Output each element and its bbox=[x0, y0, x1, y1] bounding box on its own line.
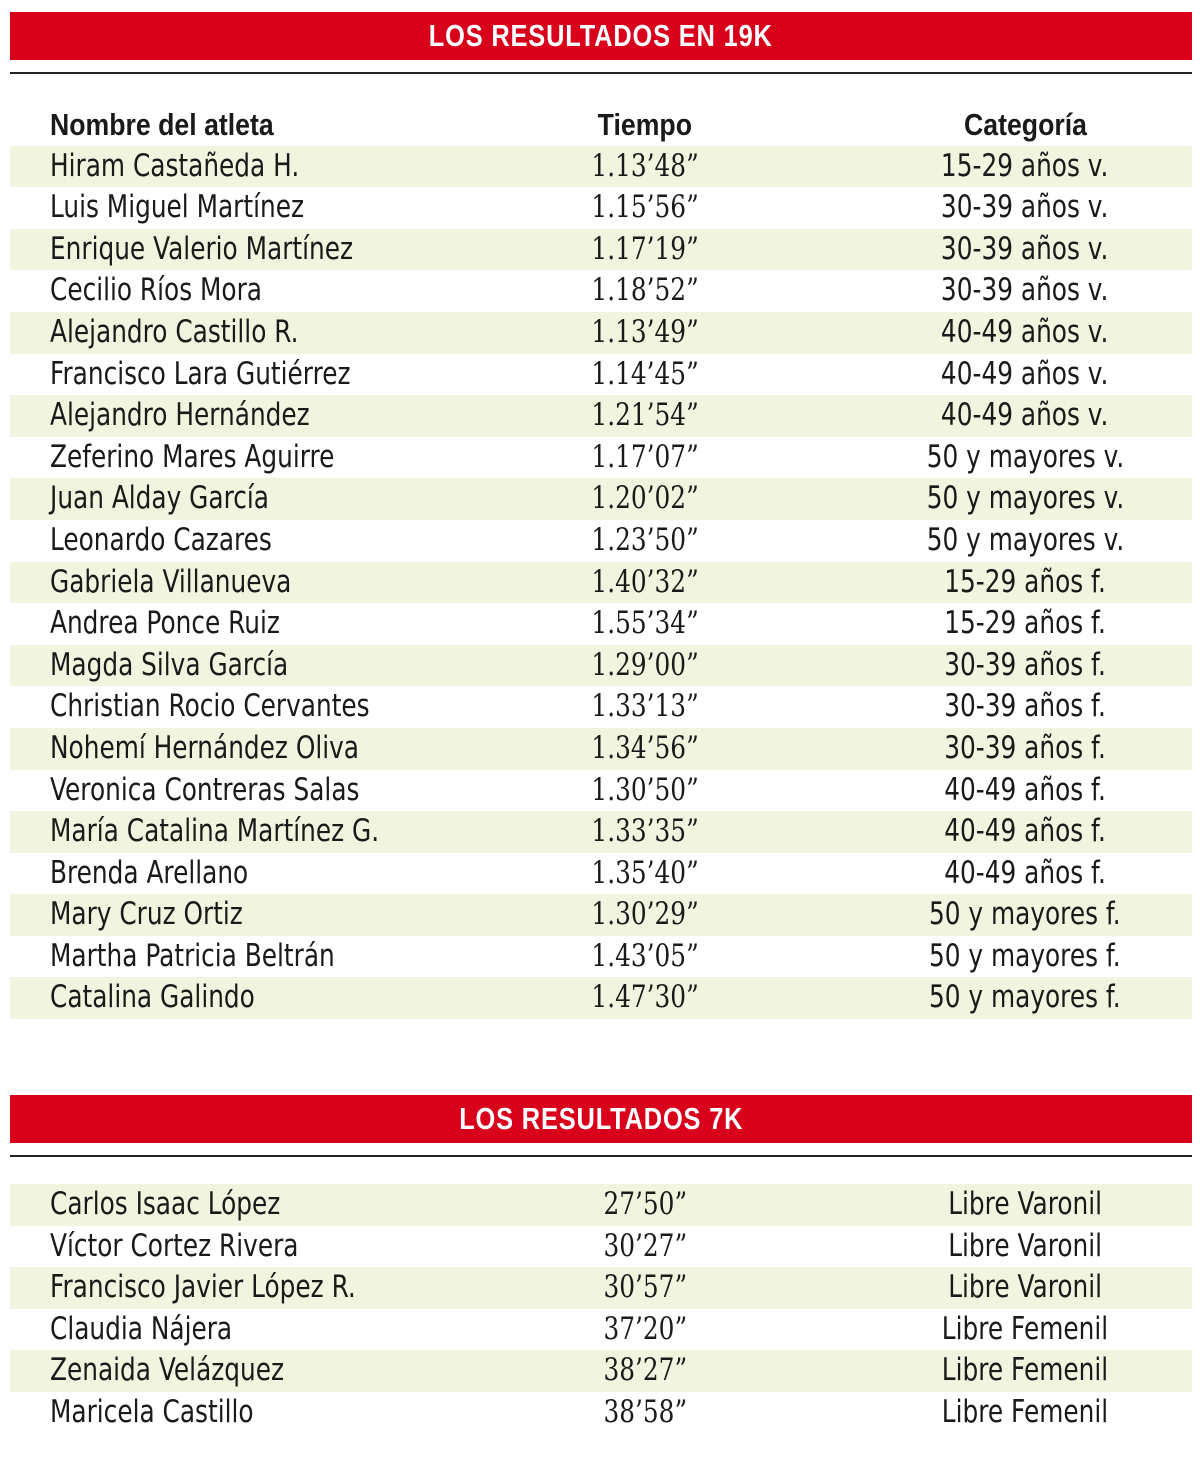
table-row bbox=[10, 603, 1192, 645]
table-row bbox=[10, 1309, 1192, 1351]
category: 15-29 años v. bbox=[941, 147, 1109, 184]
finish-time: 1.13’48” bbox=[591, 147, 699, 184]
athlete-name: Hiram Castañeda H. bbox=[50, 147, 300, 184]
finish-time: 1.30’29” bbox=[591, 896, 699, 933]
header-name: Nombre del atleta bbox=[50, 107, 274, 142]
finish-time: 1.23’50” bbox=[591, 521, 699, 558]
category: Libre Varonil bbox=[948, 1227, 1102, 1264]
athlete-name: Carlos Isaac López bbox=[50, 1186, 281, 1222]
category: Libre Femenil bbox=[941, 1393, 1109, 1430]
finish-time: 1.13’49” bbox=[591, 313, 699, 350]
header-time: Tiempo bbox=[597, 107, 693, 142]
header-category: Categoría bbox=[963, 107, 1087, 142]
table-row bbox=[10, 770, 1192, 812]
finish-time: 1.40’32” bbox=[591, 563, 699, 600]
section-19k-title: LOS RESULTADOS EN 19K bbox=[10, 12, 1192, 60]
category: 30-39 años v. bbox=[941, 189, 1109, 226]
finish-time: 30’57” bbox=[603, 1269, 687, 1306]
table-row bbox=[10, 312, 1192, 354]
finish-time: 30’27” bbox=[603, 1227, 687, 1264]
athlete-name: Enrique Valerio Martínez bbox=[50, 230, 354, 267]
athlete-name: Zenaida Velázquez bbox=[50, 1352, 285, 1389]
table-row bbox=[10, 728, 1192, 770]
table-row bbox=[10, 1392, 1192, 1434]
athlete-name: María Catalina Martínez G. bbox=[50, 813, 380, 850]
table-row bbox=[10, 520, 1192, 562]
athlete-name: Gabriela Villanueva bbox=[50, 563, 292, 600]
category: 30-39 años f. bbox=[944, 688, 1106, 725]
finish-time: 37’20” bbox=[603, 1310, 687, 1347]
finish-time: 1.14’45” bbox=[591, 355, 699, 392]
category: 40-49 años f. bbox=[944, 813, 1106, 850]
athlete-name: Andrea Ponce Ruiz bbox=[50, 605, 280, 642]
section-7k-title: LOS RESULTADOS 7K bbox=[10, 1095, 1192, 1143]
category: 30-39 años f. bbox=[944, 729, 1106, 766]
finish-time: 1.21’54” bbox=[591, 397, 699, 434]
table-row bbox=[10, 853, 1192, 895]
table-row bbox=[10, 645, 1192, 687]
finish-time: 1.47’30” bbox=[591, 979, 699, 1016]
finish-time: 1.43’05” bbox=[591, 937, 699, 974]
table-row bbox=[10, 1226, 1192, 1268]
table-row bbox=[10, 936, 1192, 978]
athlete-name: Christian Rocio Cervantes bbox=[50, 688, 370, 725]
athlete-name: Leonardo Cazares bbox=[50, 521, 272, 558]
athlete-name: Claudia Nájera bbox=[50, 1310, 233, 1347]
table-row bbox=[10, 354, 1192, 396]
category: 40-49 años v. bbox=[941, 355, 1109, 392]
table-row bbox=[10, 478, 1192, 520]
finish-time: 38’27” bbox=[603, 1352, 687, 1389]
category: 15-29 años f. bbox=[944, 563, 1106, 600]
athlete-name: Víctor Cortez Rivera bbox=[50, 1227, 299, 1264]
athlete-name: Magda Silva García bbox=[50, 646, 289, 683]
finish-time: 38’58” bbox=[603, 1393, 687, 1430]
table-row bbox=[10, 562, 1192, 604]
athlete-name: Francisco Javier López R. bbox=[50, 1269, 356, 1306]
results-7k-table bbox=[10, 1184, 1192, 1434]
table-row bbox=[10, 187, 1192, 229]
table-row bbox=[10, 686, 1192, 728]
category: Libre Varonil bbox=[948, 1269, 1102, 1306]
table-row bbox=[10, 1184, 1192, 1226]
table-row bbox=[10, 437, 1192, 479]
table-row bbox=[10, 977, 1192, 1019]
finish-time: 1.34’56” bbox=[591, 729, 699, 766]
category: 50 y mayores f. bbox=[929, 979, 1121, 1016]
results-19k-header bbox=[10, 104, 1192, 146]
table-row bbox=[10, 894, 1192, 936]
category: 50 y mayores f. bbox=[929, 937, 1121, 974]
finish-time: 1.17’07” bbox=[591, 438, 699, 475]
finish-time: 1.15’56” bbox=[591, 189, 699, 226]
athlete-name: Luis Miguel Martínez bbox=[50, 189, 304, 226]
athlete-name: Francisco Lara Gutiérrez bbox=[50, 355, 351, 392]
category: 50 y mayores f. bbox=[929, 896, 1121, 933]
athlete-name: Juan Alday García bbox=[50, 480, 269, 517]
finish-time: 1.33’35” bbox=[591, 813, 699, 850]
finish-time: 1.35’40” bbox=[591, 854, 699, 891]
category: 15-29 años f. bbox=[944, 605, 1106, 642]
table-row bbox=[10, 270, 1192, 312]
finish-time: 1.30’50” bbox=[591, 771, 699, 808]
finish-time: 1.20’02” bbox=[591, 480, 699, 517]
category: Libre Femenil bbox=[941, 1352, 1109, 1389]
category: 50 y mayores v. bbox=[926, 521, 1124, 558]
table-row bbox=[10, 811, 1192, 853]
finish-time: 27’50” bbox=[603, 1186, 687, 1222]
category: 40-49 años f. bbox=[944, 771, 1106, 808]
finish-time: 1.29’00” bbox=[591, 646, 699, 683]
athlete-name: Catalina Galindo bbox=[50, 979, 255, 1016]
results-19k-table bbox=[10, 104, 1192, 1019]
category: Libre Varonil bbox=[948, 1186, 1102, 1222]
category: 40-49 años v. bbox=[941, 397, 1109, 434]
category: 30-39 años f. bbox=[944, 646, 1106, 683]
athlete-name: Mary Cruz Ortiz bbox=[50, 896, 243, 933]
athlete-name: Brenda Arellano bbox=[50, 854, 249, 891]
table-row bbox=[10, 1350, 1192, 1392]
finish-time: 1.18’52” bbox=[591, 272, 699, 309]
athlete-name: Alejandro Hernández bbox=[50, 397, 310, 434]
table-row bbox=[10, 229, 1192, 271]
category: 50 y mayores v. bbox=[926, 438, 1124, 475]
section-19k-divider bbox=[10, 72, 1192, 74]
category: Libre Femenil bbox=[941, 1310, 1109, 1347]
finish-time: 1.33’13” bbox=[591, 688, 699, 725]
category: 40-49 años v. bbox=[941, 313, 1109, 350]
athlete-name: Alejandro Castillo R. bbox=[50, 313, 299, 350]
section-7k-divider bbox=[10, 1155, 1192, 1157]
category: 30-39 años v. bbox=[941, 272, 1109, 309]
athlete-name: Maricela Castillo bbox=[50, 1393, 254, 1430]
category: 50 y mayores v. bbox=[926, 480, 1124, 517]
table-row bbox=[10, 1267, 1192, 1309]
category: 30-39 años v. bbox=[941, 230, 1109, 267]
finish-time: 1.17’19” bbox=[591, 230, 699, 267]
table-row bbox=[10, 395, 1192, 437]
table-row bbox=[10, 146, 1192, 188]
athlete-name: Nohemí Hernández Oliva bbox=[50, 729, 360, 766]
athlete-name: Cecilio Ríos Mora bbox=[50, 272, 262, 309]
category: 40-49 años f. bbox=[944, 854, 1106, 891]
athlete-name: Veronica Contreras Salas bbox=[50, 771, 360, 808]
finish-time: 1.55’34” bbox=[591, 605, 699, 642]
athlete-name: Zeferino Mares Aguirre bbox=[50, 438, 335, 475]
athlete-name: Martha Patricia Beltrán bbox=[50, 937, 335, 974]
